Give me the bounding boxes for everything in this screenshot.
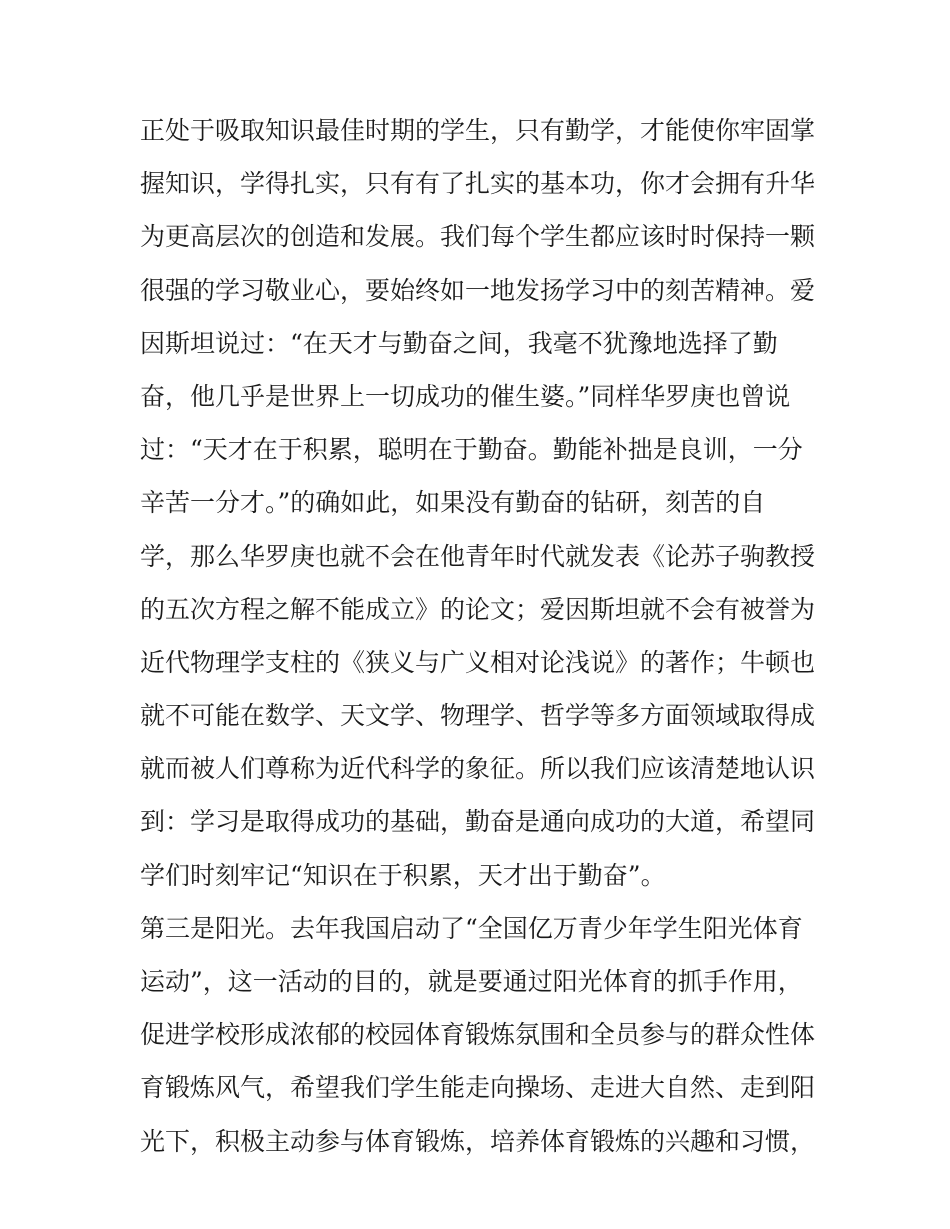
text-line: 学，那么华罗庚也就不会在他青年时代就发表《论苏子驹教授	[140, 541, 816, 571]
text-line: 光下，积极主动参与体育锻炼，培养体育锻炼的兴趣和习惯，	[140, 1126, 816, 1156]
text-line: 近代物理学支柱的《狭义与广义相对论浅说》的著作；牛顿也	[140, 647, 816, 677]
text-line: 为更高层次的创造和发展。我们每个学生都应该时时保持一颗	[140, 222, 816, 252]
paragraph-start-line: 第三是阳光。去年我国启动了“全国亿万青少年学生阳光体育	[140, 913, 803, 943]
text-line: 学们时刻牢记“知识在于积累，天才出于勤奋”。	[140, 860, 666, 890]
text-line: 辛苦一分才。”的确如此，如果没有勤奋的钻研，刻苦的自	[140, 488, 766, 518]
text-line: 过：“天才在于积累，聪明在于勤奋。勤能补拙是良训，一分	[140, 435, 803, 465]
text-line: 就而被人们尊称为近代科学的象征。所以我们应该清楚地认识	[140, 754, 816, 784]
text-line: 就不可能在数学、天文学、物理学、哲学等多方面领域取得成	[140, 701, 816, 731]
text-line: 到：学习是取得成功的基础，勤奋是通向成功的大道，希望同	[140, 807, 816, 837]
text-line: 促进学校形成浓郁的校园体育锻炼氛围和全员参与的群众性体	[140, 1020, 816, 1050]
text-line: 握知识，学得扎实，只有有了扎实的基本功，你才会拥有升华	[140, 169, 816, 199]
text-line: 运动”，这一活动的目的，就是要通过阳光体育的抓手作用，	[140, 967, 803, 996]
text-line: 因斯坦说过：“在天才与勤奋之间，我毫不犹豫地选择了勤	[140, 328, 778, 358]
text-line: 奋，他几乎是世界上一切成功的催生婆。”同样华罗庚也曾说	[140, 381, 791, 411]
text-line: 育锻炼风气，希望我们学生能走向操场、走进大自然、走到阳	[140, 1073, 816, 1103]
text-line: 的五次方程之解不能成立》的论文；爱因斯坦就不会有被誉为	[140, 594, 816, 624]
text-line: 正处于吸取知识最佳时期的学生，只有勤学，才能使你牢固掌	[140, 116, 816, 145]
text-line: 很强的学习敬业心，要始终如一地发扬学习中的刻苦精神。爱	[140, 275, 816, 305]
document-body	[140, 104, 820, 1168]
